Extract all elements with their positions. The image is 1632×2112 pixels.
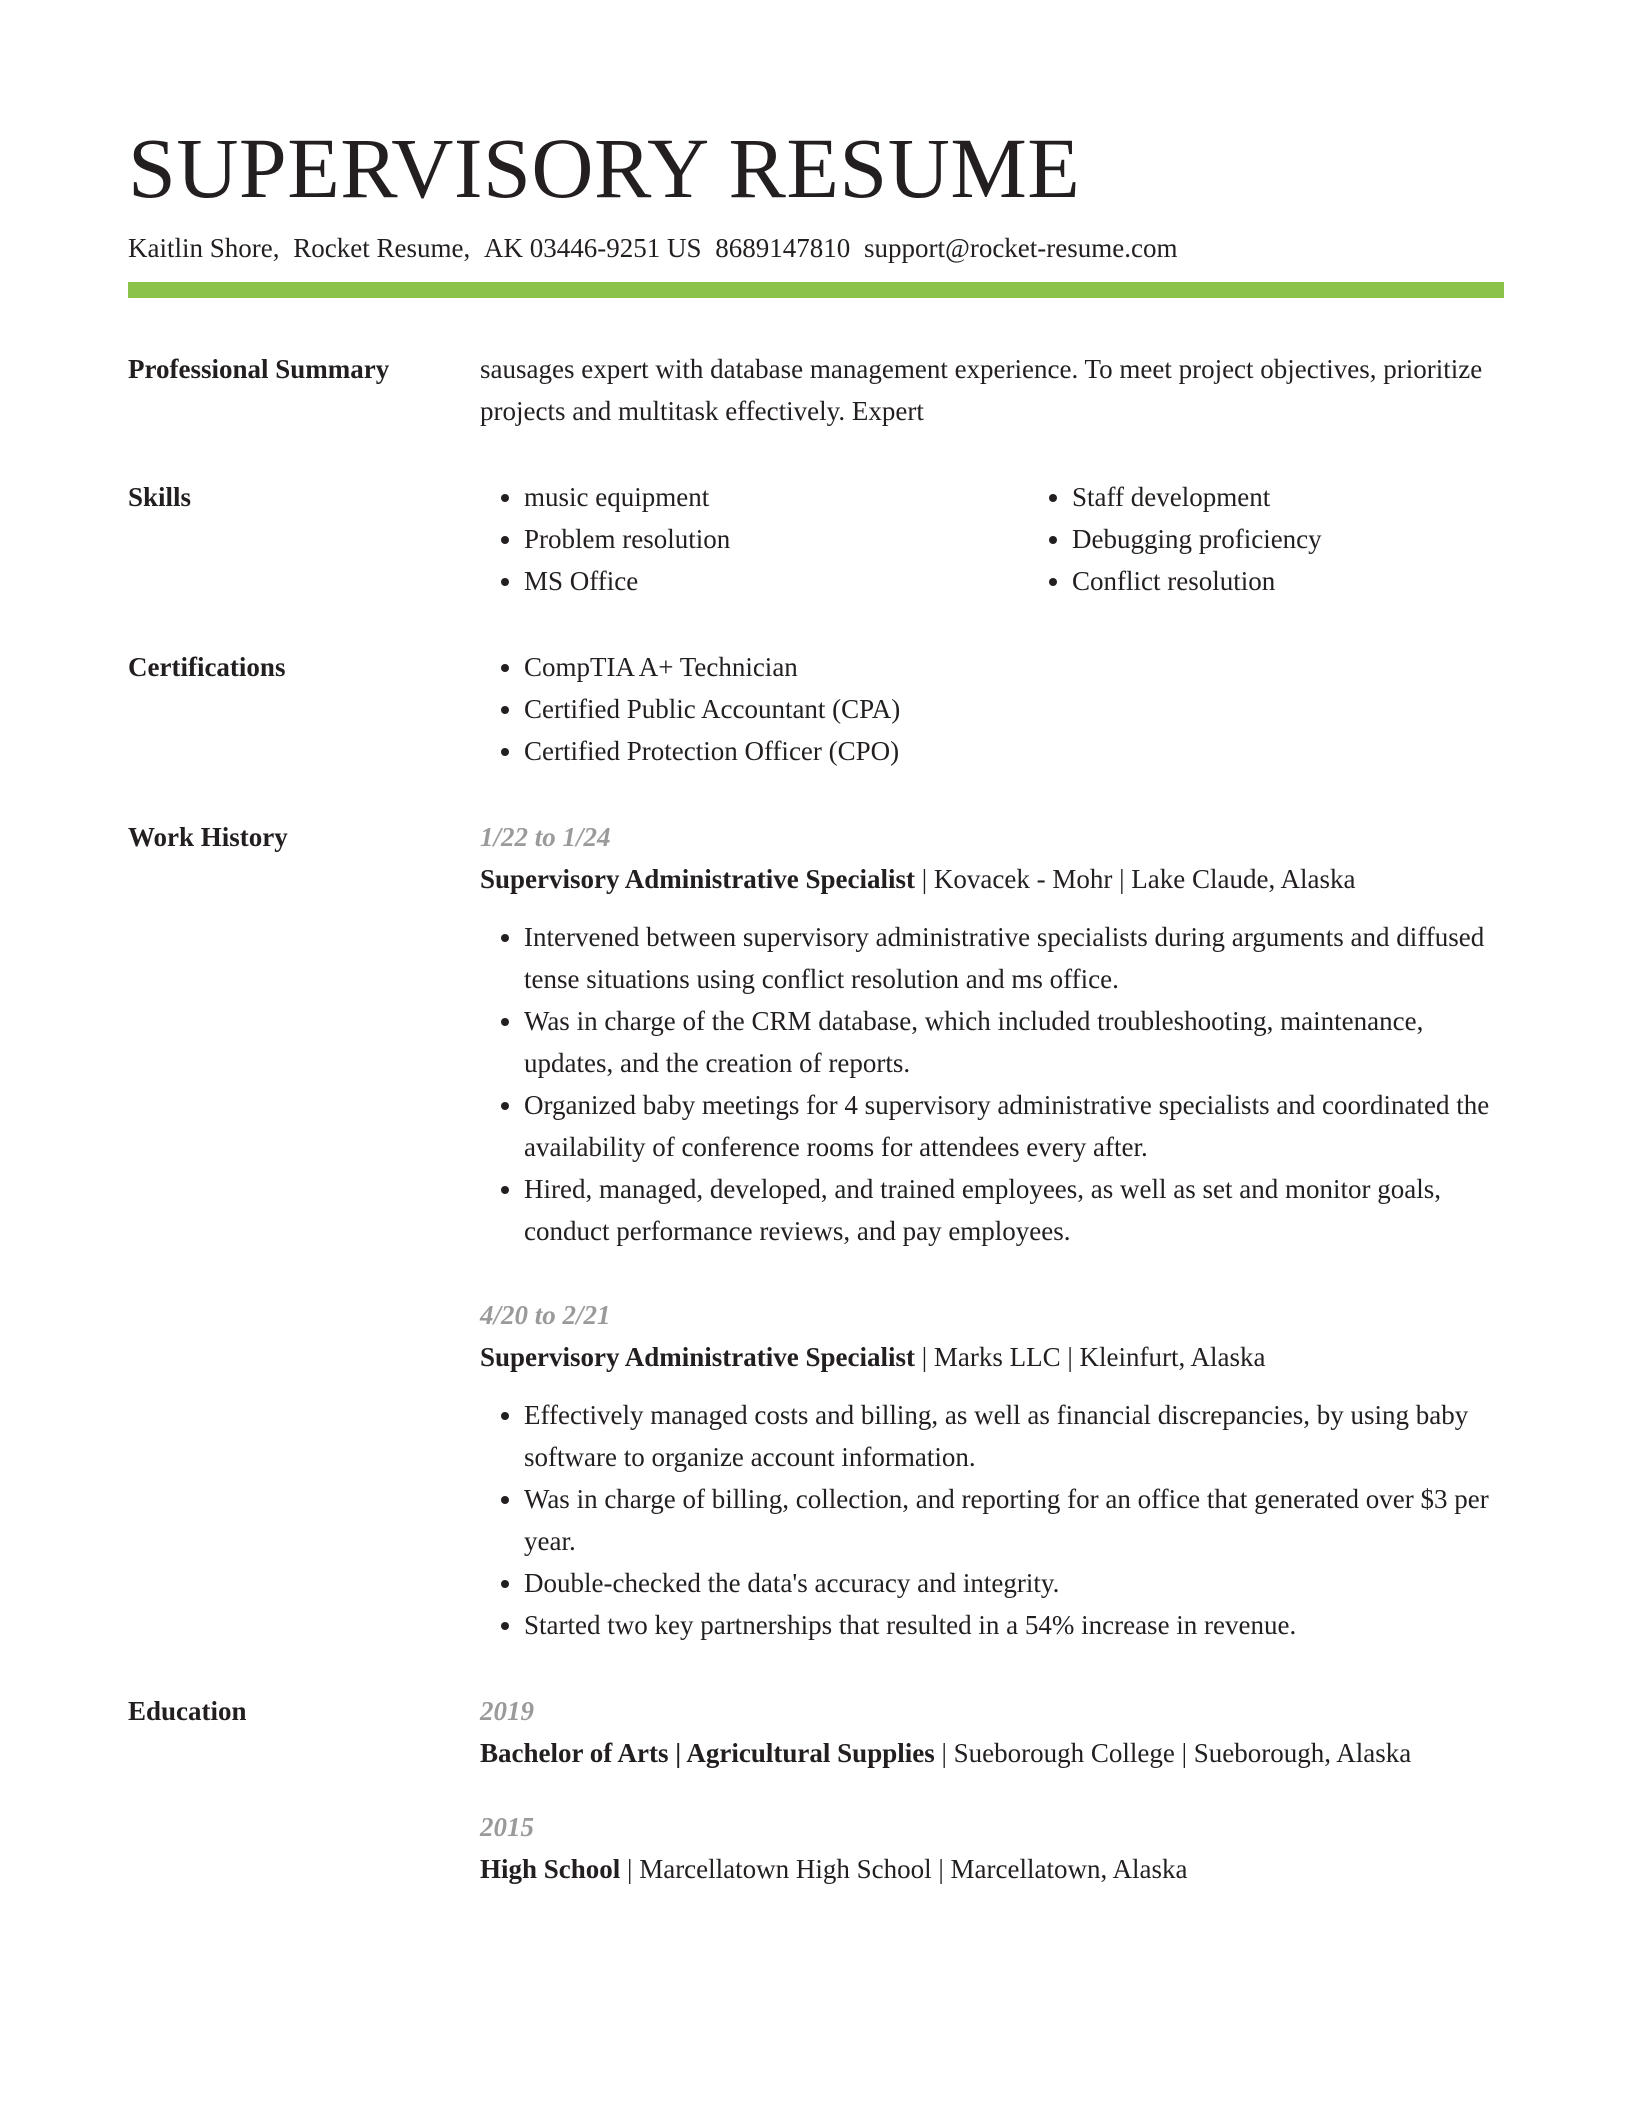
section-label: Work History	[128, 822, 288, 852]
section-label: Professional Summary	[128, 354, 390, 384]
job-dates: 1/22 to 1/24	[480, 822, 611, 852]
skill-item: • music equipment	[524, 476, 1028, 518]
section-work-history	[128, 816, 1504, 1646]
contact-email: support@rocket-resume.com	[863, 233, 1178, 263]
resume-title: SUPERVISORY RESUME	[128, 120, 1081, 216]
section-certifications	[128, 646, 1504, 772]
education-details: | Marcellatown High School | Marcellatown, Alaska	[620, 1854, 1188, 1884]
job-dates: 4/20 to 2/21	[480, 1300, 611, 1330]
certification-item: • Certified Protection Officer (CPO)	[524, 730, 1504, 772]
certification-item: • Certified Public Accountant (CPA)	[524, 688, 1504, 730]
section-summary	[128, 348, 1504, 432]
skill-item: • MS Office	[524, 560, 1028, 602]
job-bullet: • Double-checked the data's accuracy and integrity.	[524, 1562, 1504, 1604]
section-skills	[128, 476, 1504, 602]
job-role-line	[480, 1336, 1504, 1378]
job-title: Supervisory Administrative Specialist	[480, 864, 916, 894]
job-bullets	[480, 916, 1504, 1252]
section-content	[480, 348, 1504, 432]
education-line	[480, 1848, 1504, 1890]
contact-phone: 8689147810	[715, 233, 851, 263]
job-bullets	[480, 1394, 1504, 1646]
contact-name: Kaitlin Shore,	[128, 233, 280, 263]
education-line	[480, 1732, 1504, 1774]
summary-text: sausages expert with database management experience. To meet project objectives, prioritize projects and multitask effectively. Expert	[480, 354, 1483, 426]
education-degree: Bachelor of Arts | Agricultural Supplies	[480, 1738, 935, 1768]
job-bullet: • Hired, managed, developed, and trained employees, as well as set and monitor goals, conduct performance reviews, and pay employees.	[524, 1168, 1504, 1252]
accent-divider	[128, 282, 1504, 298]
resume-page	[128, 118, 1504, 1890]
education-entry	[480, 1690, 1504, 1774]
job-role-line	[480, 858, 1504, 900]
section-content	[480, 1690, 1504, 1890]
section-content	[480, 476, 1576, 602]
skill-item: • Problem resolution	[524, 518, 1028, 560]
skill-item: • Staff development	[1072, 476, 1576, 518]
skills-column	[480, 476, 1028, 602]
skills-column	[1028, 476, 1576, 602]
contact-line	[128, 230, 1504, 266]
job-bullet: • Started two key partnerships that resulted in a 54% increase in revenue.	[524, 1604, 1504, 1646]
education-year: 2019	[480, 1696, 534, 1726]
section-label: Skills	[128, 482, 192, 512]
section-content	[480, 816, 1504, 1646]
job-bullet: • Organized baby meetings for 4 supervisory administrative specialists and coordinated the availability of conference rooms for attendees every after.	[524, 1084, 1504, 1168]
job-entry	[480, 816, 1504, 1252]
certification-list	[480, 646, 1504, 772]
education-entry	[480, 1806, 1504, 1890]
job-entry	[480, 1294, 1504, 1646]
skill-item: • Debugging proficiency	[1072, 518, 1576, 560]
certification-item: • CompTIA A+ Technician	[524, 646, 1504, 688]
job-title: Supervisory Administrative Specialist	[480, 1342, 916, 1372]
section-label: Education	[128, 1696, 247, 1726]
contact-location: AK 03446-9251 US	[483, 233, 702, 263]
education-degree: High School	[480, 1854, 621, 1884]
job-details: | Marks LLC | Kleinfurt, Alaska	[915, 1342, 1266, 1372]
education-details: | Sueborough College | Sueborough, Alaska	[934, 1738, 1412, 1768]
job-bullet: • Was in charge of the CRM database, which included troubleshooting, maintenance, updates, and the creation of reports.	[524, 1000, 1504, 1084]
job-bullet: • Was in charge of billing, collection, and reporting for an office that generated over $3 per year.	[524, 1478, 1504, 1562]
section-label: Certifications	[128, 652, 286, 682]
contact-company: Rocket Resume,	[293, 233, 471, 263]
section-education	[128, 1690, 1504, 1890]
job-bullet: • Effectively managed costs and billing, as well as financial discrepancies, by using baby software to organize account information.	[524, 1394, 1504, 1478]
education-year: 2015	[480, 1812, 534, 1842]
skills-grid	[480, 476, 1576, 602]
section-content	[480, 646, 1504, 772]
job-bullet: • Intervened between supervisory administrative specialists during arguments and diffused tense situations using conflict resolution and ms office.	[524, 916, 1504, 1000]
skill-item: • Conflict resolution	[1072, 560, 1576, 602]
job-details: | Kovacek - Mohr | Lake Claude, Alaska	[915, 864, 1356, 894]
